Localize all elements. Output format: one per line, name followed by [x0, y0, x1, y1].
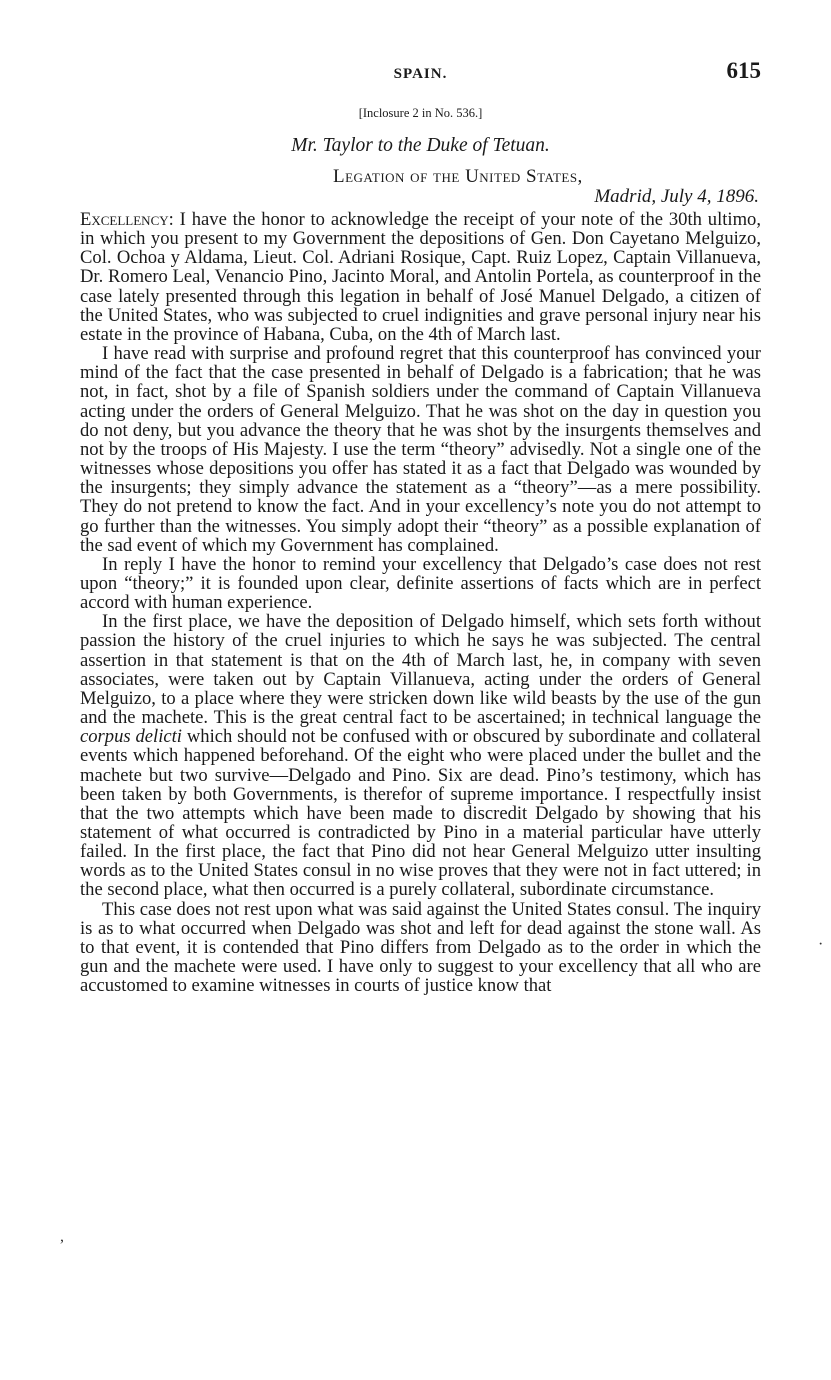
running-title: SPAIN. [393, 66, 448, 82]
letter-title: Mr. Taylor to the Duke of Tetuan. [291, 135, 550, 156]
letter-body [80, 210, 761, 995]
paragraph-4 [80, 612, 761, 899]
paragraph-4-text-b: which should not be confused with or obscured by subordinate and collateral events which happened beforehand. Of the eight who were placed under the bullet and the machete but two survive—Delgado and Pino. Six are dead. Pino’s testimony, which has been taken by both Governments, is therefor of supreme importance. I respectfully insist that the two attempts which have been made to discredit Delgado by showing that his statement of what occurred is contradicted by Pino in a material particular have utterly failed. In the first place, the fact that Pino did not hear General Melguizo utter insulting words as to the United States consul in no wise proves that they were not in fact uttered; in the second place, what then occurred is a purely collateral, subordinate circumstance. [80, 726, 761, 901]
letter-address [80, 167, 761, 207]
paragraph-2: I have read with surprise and profound regret that this counterproof has convinced your mind of the fact that the case presented in behalf of Delgado is a fabrication; that he was not, in fact, shot by a file of Spanish soldiers under the command of Captain Villanueva acting under the orders of General Melguizo. That he was shot on the day in question you do not deny, but you advance the theory that he was shot by the insurgents themselves and not by the troops of His Majesty. I use the term “theory” advisedly. Not a single one of the witnesses whose depositions you offer has stated it as a fact that Delgado was wounded by the insurgents; they simply advance the statement as a “theory”—as a mere possibility. They do not pretend to know the fact. And in your excellency’s note you do not attempt to go further than the witnesses. You simply adopt their “theory” as a possible explanation of the sad event of which my Government has complained. [80, 343, 761, 556]
paragraph-4-text-a: In the first place, we have the deposition of Delgado himself, which sets forth without passion the history of the cruel injuries to which he says he was subjected. The central assertion in that statement is that on the 4th of March last, he, in company with seven associates, were taken out by Captain Villanueva, acting under the orders of General Melguizo, to a place where they were stricken down like wild beasts by the use of the gun and the machete. This is the great central fact to be ascertained; in technical language the [80, 611, 761, 729]
page-number: 615 [726, 58, 761, 83]
paragraph-1 [80, 210, 761, 344]
margin-tick-mark: , [60, 1228, 64, 1245]
document-page [80, 58, 761, 995]
corpus-delicti-term: corpus delicti [80, 726, 182, 748]
paragraph-3: In reply I have the honor to remind your excellency that Delgado’s case does not rest upon “theory;” it is founded upon clear, definite assertions of facts which are in perfect accord with human experience. [80, 553, 761, 614]
running-header [80, 58, 761, 98]
paragraph-5: This case does not rest upon what was said against the United States consul. The inquiry is as to what occurred when Delgado was shot and left for dead against the stone wall. As to that event, it is contended that Pino differs from Delgado as to the order in which the gun and the machete were used. I have only to suggest to your excellency that all who are accustomed to examine witnesses in courts of justice know that [80, 898, 761, 997]
legation-line: Legation of the United States, [333, 166, 583, 187]
margin-dot-mark: · [818, 936, 824, 953]
date-line: Madrid, July 4, 1896. [594, 186, 759, 207]
salutation: Excellency: [80, 209, 174, 230]
paragraph-1-text: I have the honor to acknowledge the receipt of your note of the 30th ultimo, in which you present to my Government the depositions of Gen. Don Cayetano Melguizo, Col. Ochoa y Aldama, Lieut. Col. Adriani Rosique, Capt. Ruiz Lopez, Captain Villanueva, Dr. Romero Leal, Venancio Pino, Jacinto Moral, and Antolin Portela, as counterproof in the case lately presented through this legation in behalf of José Manuel Delgado, a citizen of the United States, who was subjected to cruel indignities and grave personal injury near his estate in the province of Habana, Cuba, on the 4th of March last. [80, 209, 762, 345]
inclosure-note: [Inclosure 2 in No. 536.] [358, 106, 483, 120]
